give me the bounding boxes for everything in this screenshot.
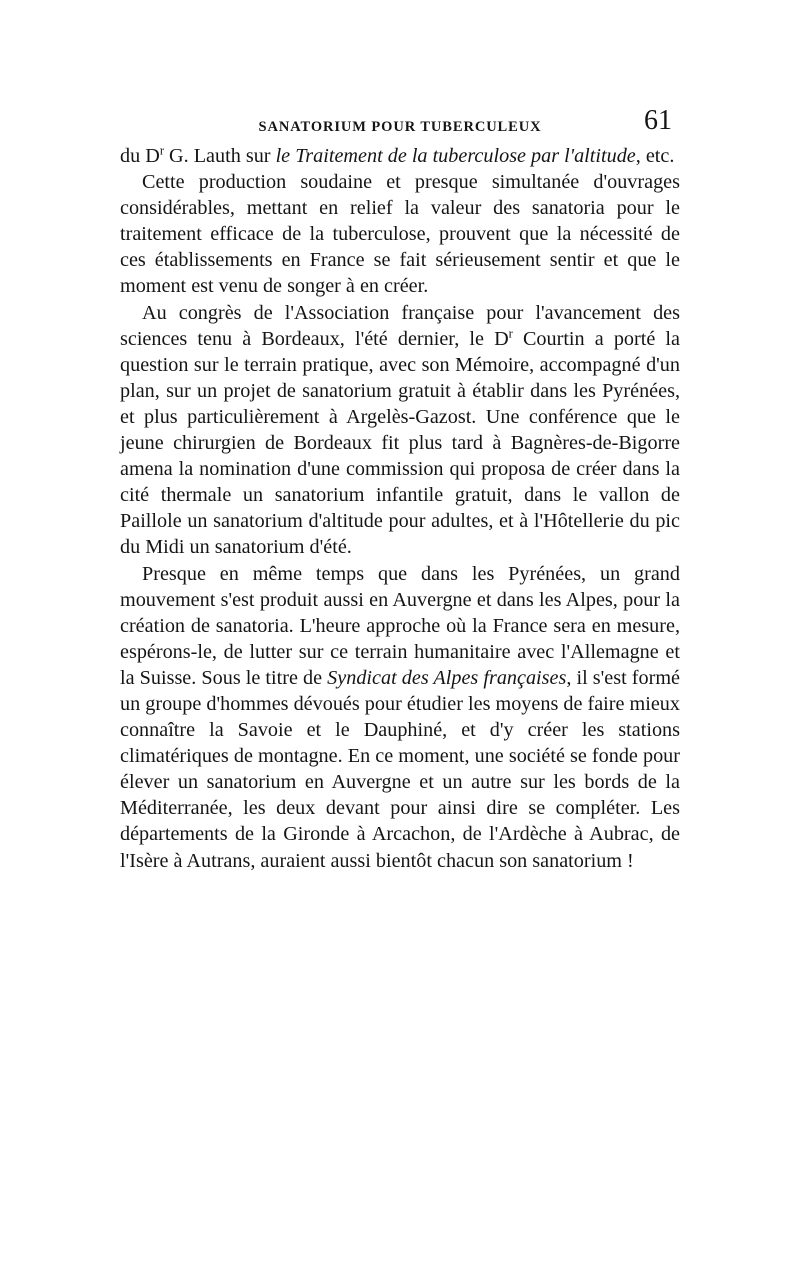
paragraph-4-text-a: Presque en même temps que dans les Pyrénées, un grand mouvement s'est produit aussi en Auvergne et dans les Alpes, pour la création de sanatoria. L'heure approche où la France sera en mesure, espérons-le, de lutter sur ce terrain humanitaire avec l'Allemagne et la Suisse. Sous le titre de [120,562,680,689]
book-title-italic: le Traitement de la tuberculose par l'altitude [275,145,636,167]
running-title: SANATORIUM POUR TUBERCULEUX [258,119,542,135]
paragraph-3-text-b: Courtin a porté la question sur le terrain pratique, avec son Mémoire, accompagné d'un plan, sur un projet de sanatorium gratuit à établir dans les Pyrénées, et plus particulièrement à Argelès-Gazost. Une conférence que le jeune chirurgien de Bordeaux fit plus tard à Bagnères-de-Bigorre amena la nomination d'une commission qui proposa de créer dans la cité thermale un sanatorium infantile gratuit, dans le vallon de Paillole un sanatorium d'altitude pour adultes, et à l'Hôtellerie du pic du Midi un sanatorium d'été. [120,327,680,559]
page-number: 61 [644,105,672,136]
paragraph-1 [120,143,680,169]
paragraph-1-text-b: G. Lauth sur [164,145,276,167]
paragraph-4-text-b: , il s'est formé un groupe d'hommes dévoués pour étudier les moyens de faire mieux connaître la Savoie et le Dauphiné, et d'y créer les stations climatériques de montagne. En ce moment, une société se fonde pour élever un sanatorium en Auvergne et un autre sur les bords de la Méditerranée, les deux devant pour ainsi dire se compléter. Les départements de la Gironde à Arcachon, de l'Ardèche à Aubrac, de l'Isère à Autrans, auraient aussi bientôt chacun son sanatorium ! [120,666,680,872]
paragraph-3-text-a: Au congrès de l'Association française pour l'avancement des sciences tenu à Bordeaux, l'été dernier, le D [120,301,680,350]
paragraph-3-superscript: r [508,325,513,340]
paragraph-4 [120,561,680,874]
paragraph-3 [120,300,680,561]
paragraph-1-text-c: , etc. [635,145,675,167]
syndicate-name-italic: Syndicat des Alpes françaises [327,666,567,689]
paragraph-1-superscript: r [159,143,164,158]
paragraph-2: Cette production soudaine et presque simultanée d'ouvrages considérables, mettant en relief la valeur des sanatoria pour le traitement efficace de la tuberculose, prouvent que la nécessité de ces établissements en France se fait sérieusement sentir et que le moment est venu de songer à en créer. [120,171,680,298]
paragraph-1-text-a: du D [120,145,160,167]
running-head [120,105,680,145]
body-text [120,143,680,874]
